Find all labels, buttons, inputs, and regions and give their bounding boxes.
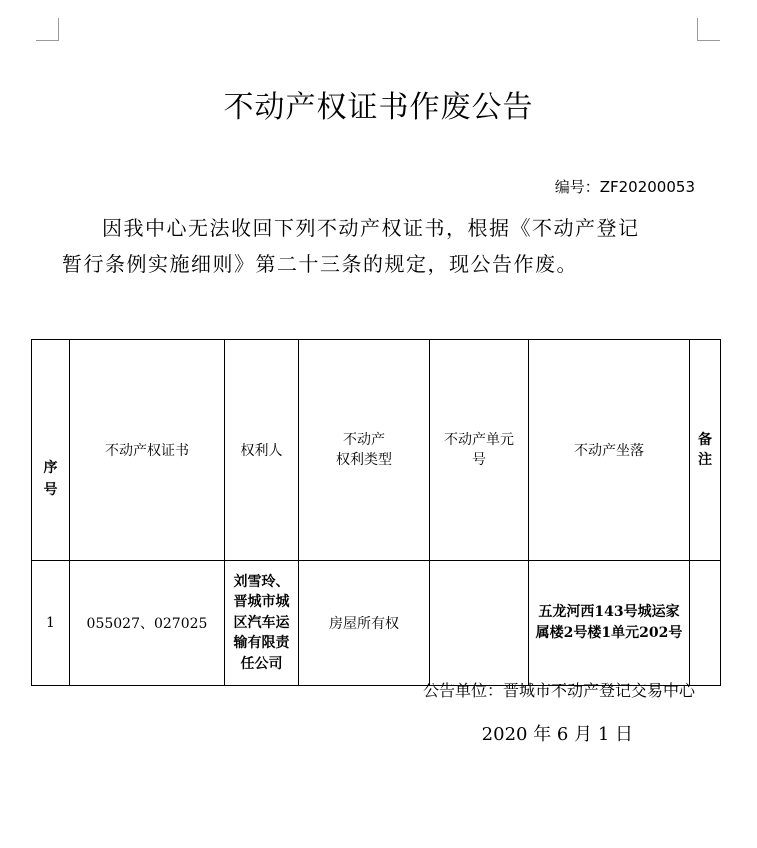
cell-location <box>529 561 690 686</box>
cell-seq: 1 <box>32 561 70 686</box>
cell-right-type: 房屋所有权 <box>299 561 430 686</box>
header-right-type-line1: 不动产 <box>343 432 385 448</box>
cell-cert: 055027、027025 <box>70 561 225 686</box>
issuer: 公告单位：晋城市不动产登记交易中心 <box>422 681 695 700</box>
header-unit-line1: 不动产单元 <box>444 432 514 448</box>
announcement-paragraph <box>62 210 702 282</box>
cell-remark <box>690 561 721 686</box>
header-owner: 权利人 <box>225 340 299 561</box>
header-right-type <box>299 340 430 561</box>
header-right-type-line2: 权利类型 <box>336 452 392 468</box>
page-corner-mark-top-left <box>36 18 59 41</box>
cell-unit <box>430 561 529 686</box>
issue-date: 2020 年 6 月 1 日 <box>481 724 633 745</box>
page-corner-mark-top-right <box>697 18 720 41</box>
header-unit-line2: 号 <box>472 452 486 468</box>
table-row <box>32 561 721 686</box>
header-remark: 备注 <box>690 340 721 561</box>
header-unit-number <box>430 340 529 561</box>
paragraph-line-2: 暂行条例实施细则》第二十三条的规定，现公告作废。 <box>62 252 578 276</box>
table-header-row <box>32 340 721 561</box>
header-seq: 序号 <box>32 340 70 561</box>
void-certificate-table <box>31 339 721 686</box>
paragraph-line-1: 因我中心无法收回下列不动产权证书，根据《不动产登记 <box>102 216 640 240</box>
location-text: 五龙河西143号城运家属楼2号楼1单元202号 <box>535 604 683 641</box>
header-cert: 不动产权证书 <box>70 340 225 561</box>
page-title: 不动产权证书作废公告 <box>223 90 534 125</box>
owner-text: 刘雪玲、晋城市城区汽车运输有限责任公司 <box>233 573 290 672</box>
cell-owner <box>225 561 299 686</box>
document-number: 编号：ZF20200053 <box>554 178 695 196</box>
header-location: 不动产坐落 <box>529 340 690 561</box>
